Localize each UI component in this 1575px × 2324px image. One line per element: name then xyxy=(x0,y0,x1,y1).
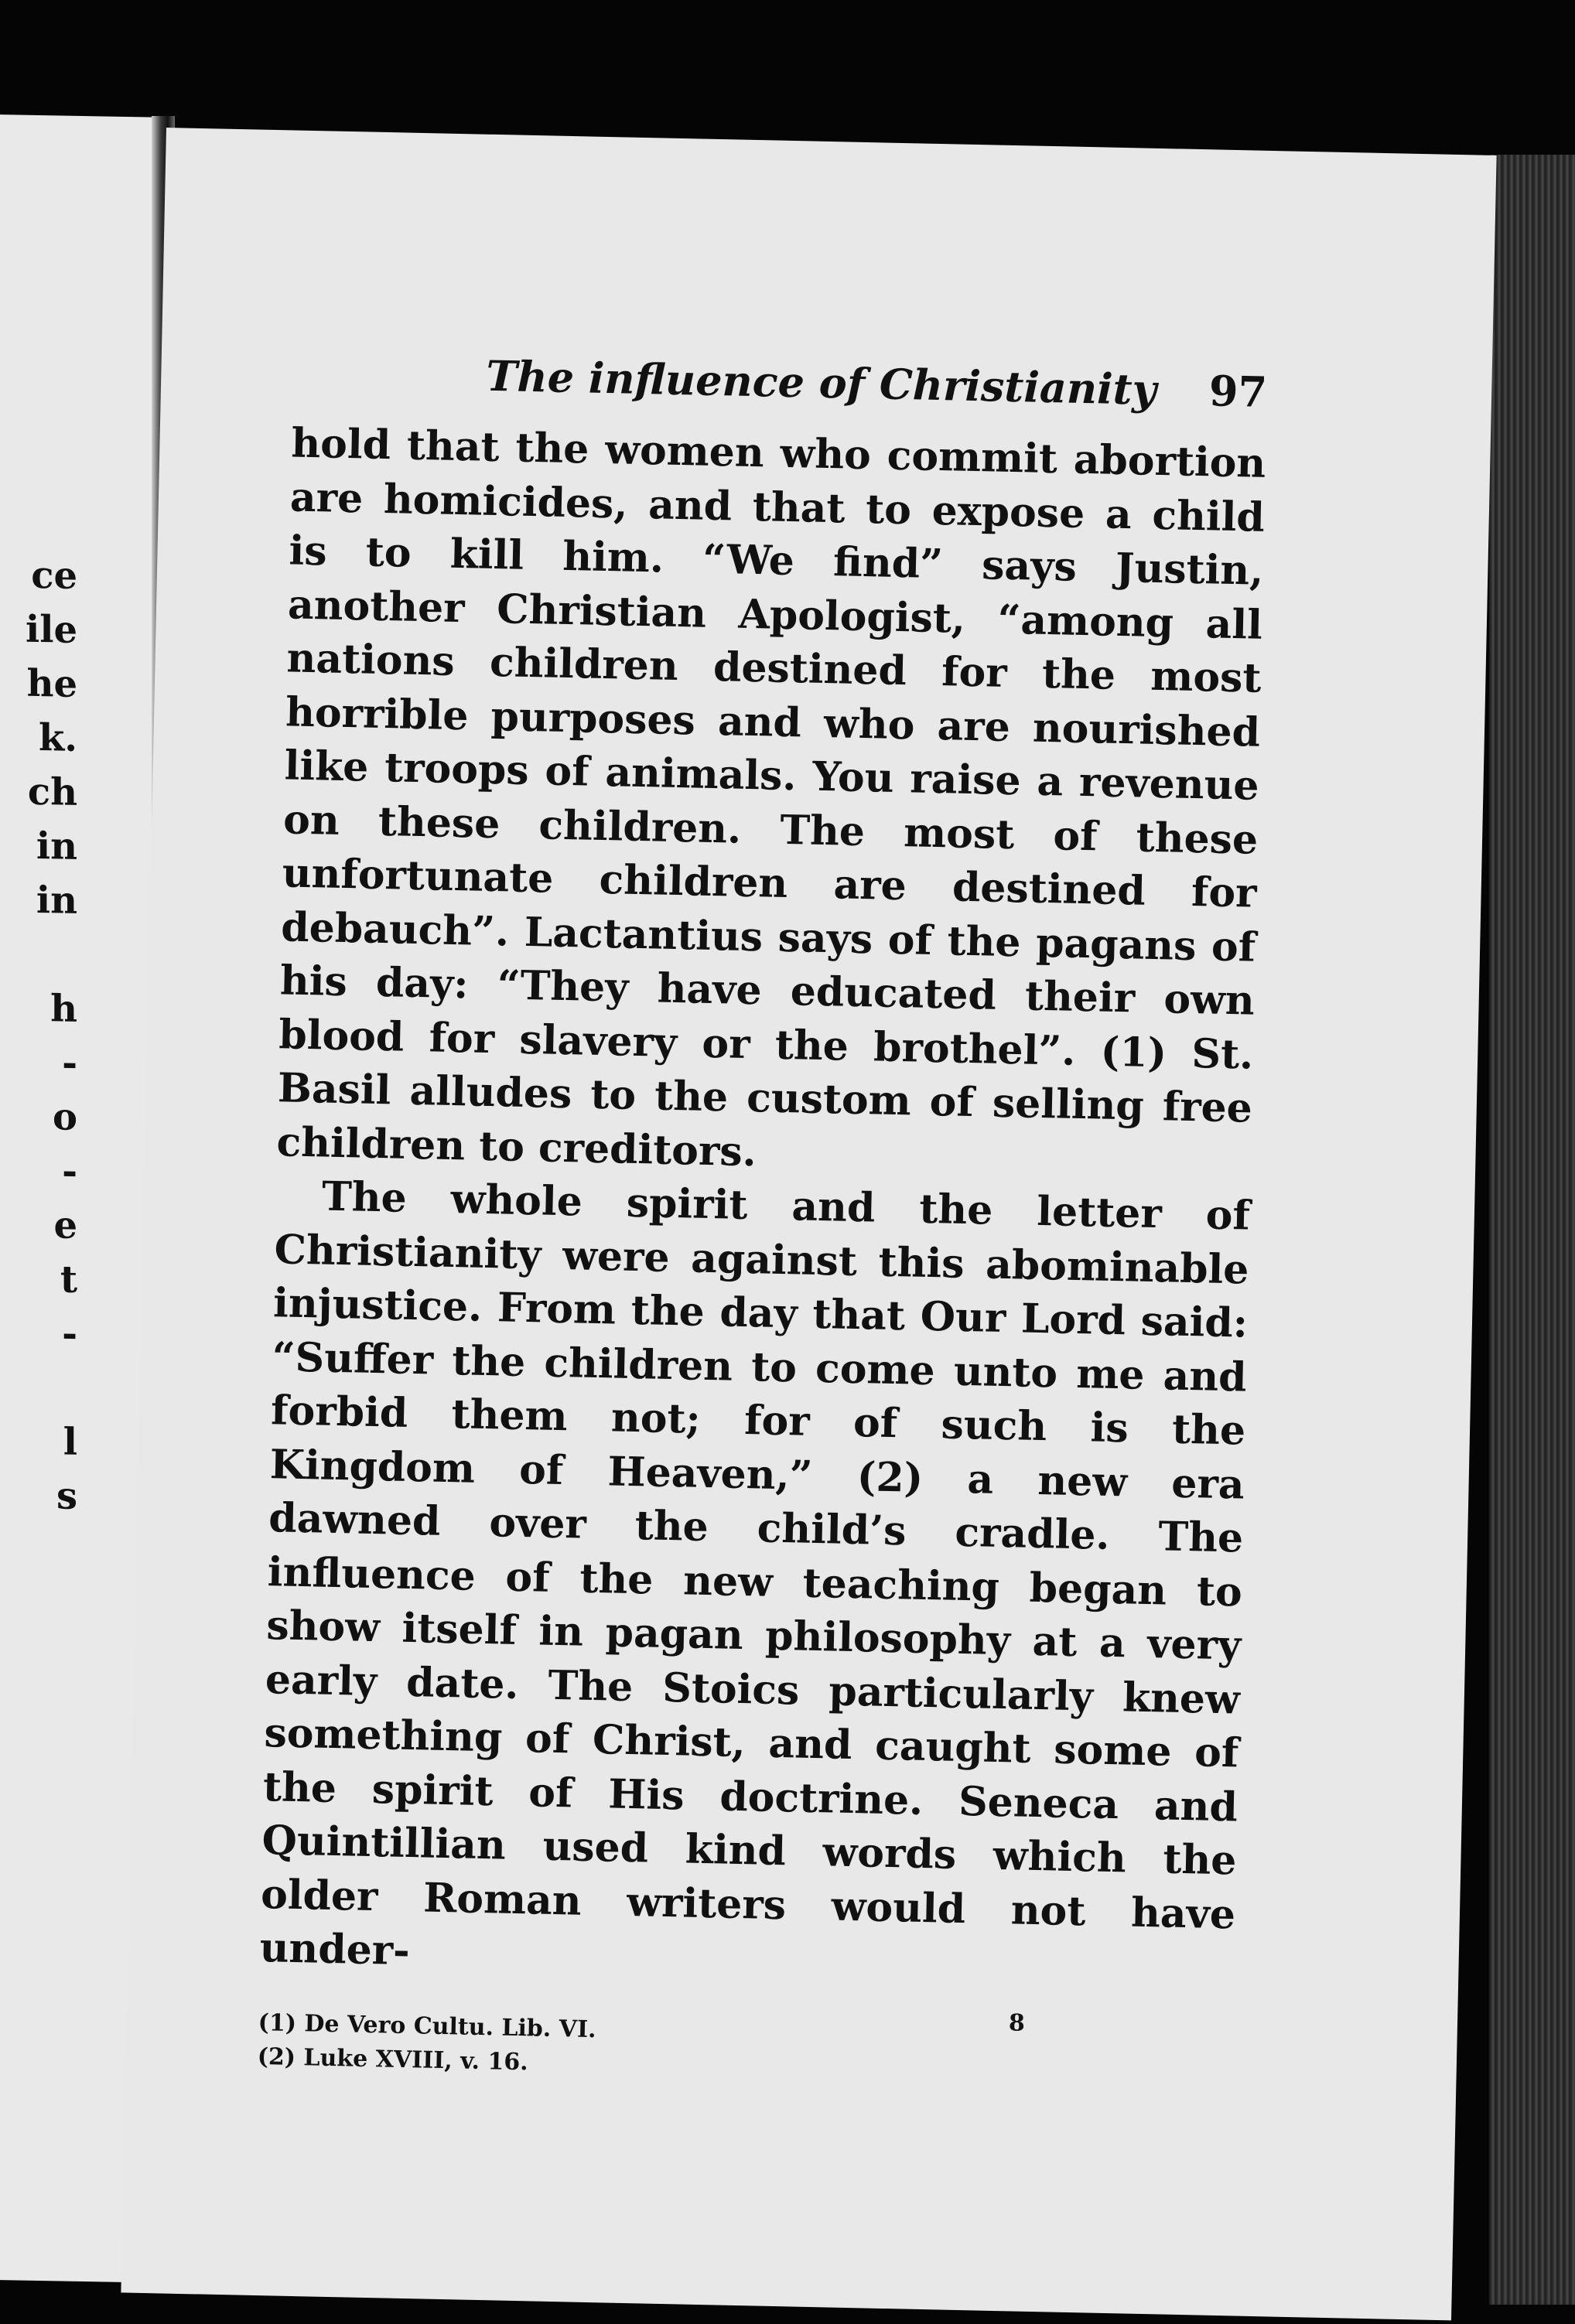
running-head-title: The influence of Christianity xyxy=(485,350,1157,415)
footnotes xyxy=(257,2006,1233,2094)
body-text xyxy=(259,416,1266,1995)
left-fragment: o xyxy=(52,1095,77,1139)
left-fragment xyxy=(0,1360,77,1415)
left-fragment: ile xyxy=(25,607,77,652)
signature-mark: 8 xyxy=(1008,2009,1026,2037)
left-fragment: ch xyxy=(27,770,77,814)
paragraph: hold that the women who commit abortion are homicides, and that to expose a child is to kill him. “We find” says Justin, another Christian Apologist, “among all nations children destined for the most horrible purposes and who are nourished like troops of animals. You raise a revenue on these children. The most of these unfortunate children are destined for debauch”. Lactantius says of the pagans of his day: “They have educated their own blood for slavery or the brothel”. (1) St. Basil alludes to the custom of selling free children to creditors. xyxy=(275,419,1266,1176)
paragraph: The whole spirit and the letter of Christianity were against this abominable injustice. From the day that Our Lord said: “Suffer the children to come unto me and forbid them not; for of such is the Kingdom of Heaven,” (2) a new era dawned over the child’s cradle. The influence of the new teaching began to show itself in pagan philosophy at a very early date. The Stoics particularly knew something of Christ, and caught some of the spirit of His doctrine. Seneca and Quintillian used kind words which the older Roman writers would not have under- xyxy=(259,1172,1251,1975)
left-fragment: - xyxy=(62,1041,77,1085)
left-fragment: s xyxy=(56,1474,77,1518)
left-fragment: e xyxy=(53,1203,77,1247)
text-block xyxy=(257,346,1267,2094)
left-fragment: ce xyxy=(31,553,77,598)
left-fragment: - xyxy=(62,1312,77,1356)
left-fragment: in xyxy=(36,878,77,923)
right-page xyxy=(121,128,1496,2320)
left-page-text-fragments xyxy=(0,548,77,1524)
left-fragment: - xyxy=(62,1149,77,1193)
left-fragment: k. xyxy=(39,715,77,760)
left-fragment xyxy=(0,927,77,982)
left-fragment: t xyxy=(60,1258,77,1302)
footnote: (1) De Vero Cultu. Lib. VI. xyxy=(258,2008,596,2043)
left-fragment: in xyxy=(36,824,77,869)
page-stack-edge xyxy=(1489,155,1575,2305)
left-fragment: he xyxy=(26,661,77,706)
footnote: (2) Luke XVIII, v. 16. xyxy=(257,2042,529,2076)
left-fragment: h xyxy=(50,987,77,1031)
page-number: 97 xyxy=(1208,366,1268,417)
left-fragment: l xyxy=(63,1420,77,1464)
